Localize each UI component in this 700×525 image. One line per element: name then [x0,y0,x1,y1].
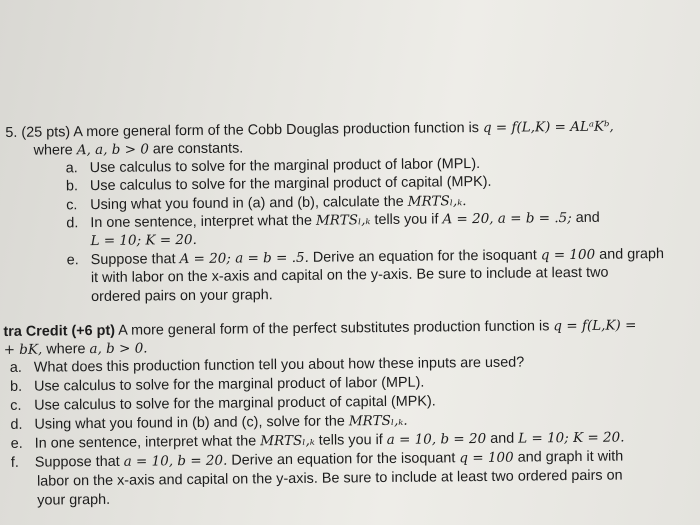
item-math: MRTSₗ,ₖ [260,432,315,450]
extra-credit-header [3,316,636,341]
cobb-douglas-formula: q = f(L,K) = ALᵃKᵇ, [482,118,614,136]
item-math: q = 100 [540,246,596,264]
item-math: A = 20, a = b = .5; [442,210,572,228]
conditions-tail: are constants. [152,140,244,158]
item-text: Use calculus to solve for the marginal product of capital (MPK). [34,393,436,414]
item-label: e. [66,252,79,269]
where-text: where [46,341,86,358]
item-text: In one sentence, interpret what the [34,433,257,452]
item-text: Derive an equation for the isoquant [312,247,537,266]
item-math: a = 10, b = 20 [386,430,487,448]
problem-5-title: 5. (25 pts) A more general form of the Cobb Douglas production function is [5,119,480,141]
item-label: a. [9,359,22,376]
item-text: Use calculus to solve for the marginal product of labor (MPL). [89,155,481,177]
item-text: What does this production function tell you about how these inputs are used? [33,354,525,376]
item-text: labor on the x-axis and capital on the y-axis. Be sure to include at least two ordered pairs on [36,467,623,490]
item-math: MRTSₗ,ₖ. [348,412,408,430]
item-math: q = 100 [459,449,514,467]
item-label: d. [10,416,23,433]
item-math: a = 10, b = 20. [123,452,228,470]
item-text: Derive an equation for the isoquant [231,450,456,469]
item-text: and graph [599,246,665,263]
item-label: a. [65,160,78,177]
where-text: where [33,142,73,159]
extra-credit-prompt: A more general form of the perfect substitutes production function is [118,318,550,339]
perfect-substitutes-formula: q = f(L,K) = [553,317,637,335]
problem-5-header [5,118,614,142]
item-math: A = 20; a = b = .5. [179,249,309,268]
problem-5-item-e-line-3 [91,286,273,306]
item-text: Use calculus to solve for the marginal product of labor (MPL). [33,374,425,395]
item-text: Using what you found in (b) and (c), solve for the [34,413,345,433]
item-text: In one sentence, interpret what the [90,212,313,232]
item-text: tells you if [318,432,383,449]
item-label: c. [66,197,78,214]
item-text: it with labor on the x-axis and capital on the y-axis. Be sure to include at least two [90,264,609,287]
item-text: Use calculus to solve for the marginal product of capital (MPK). [89,173,492,195]
item-math: MRTSₗ,ₖ. [407,193,467,210]
problem-5-item-d-continued [90,231,197,250]
item-label: e. [10,435,23,452]
item-math: MRTSₗ,ₖ [315,212,371,229]
item-text: ordered pairs on your graph. [91,287,273,306]
item-label: f. [10,454,19,471]
item-label: b. [9,378,23,395]
extra-credit-title: tra Credit (+6 pt) [3,322,116,340]
item-text: Suppose that [34,453,120,471]
item-text: Suppose that [90,251,176,269]
item-label: d. [66,215,79,232]
item-math: L = 10; K = 20. [518,429,625,447]
item-text: and [575,209,600,226]
item-math: L = 10; K = 20. [90,231,197,250]
item-text: Using what you found in (a) and (b), calculate the [90,193,404,214]
item-label: b. [65,178,79,195]
item-text: and [490,430,515,447]
item-text: tells you if [374,211,439,229]
item-label: c. [10,397,22,414]
conditions-math: a, b > 0. [89,340,148,358]
conditions-math: A, a, b > 0 [76,141,149,159]
item-text: and graph it with [517,448,624,466]
extra-credit-conditions [4,339,148,359]
formula-continuation: + bK, [3,341,43,358]
problem-5-conditions [33,139,243,159]
extra-item-f-line-3 [37,491,110,510]
item-text: your graph. [37,491,111,509]
